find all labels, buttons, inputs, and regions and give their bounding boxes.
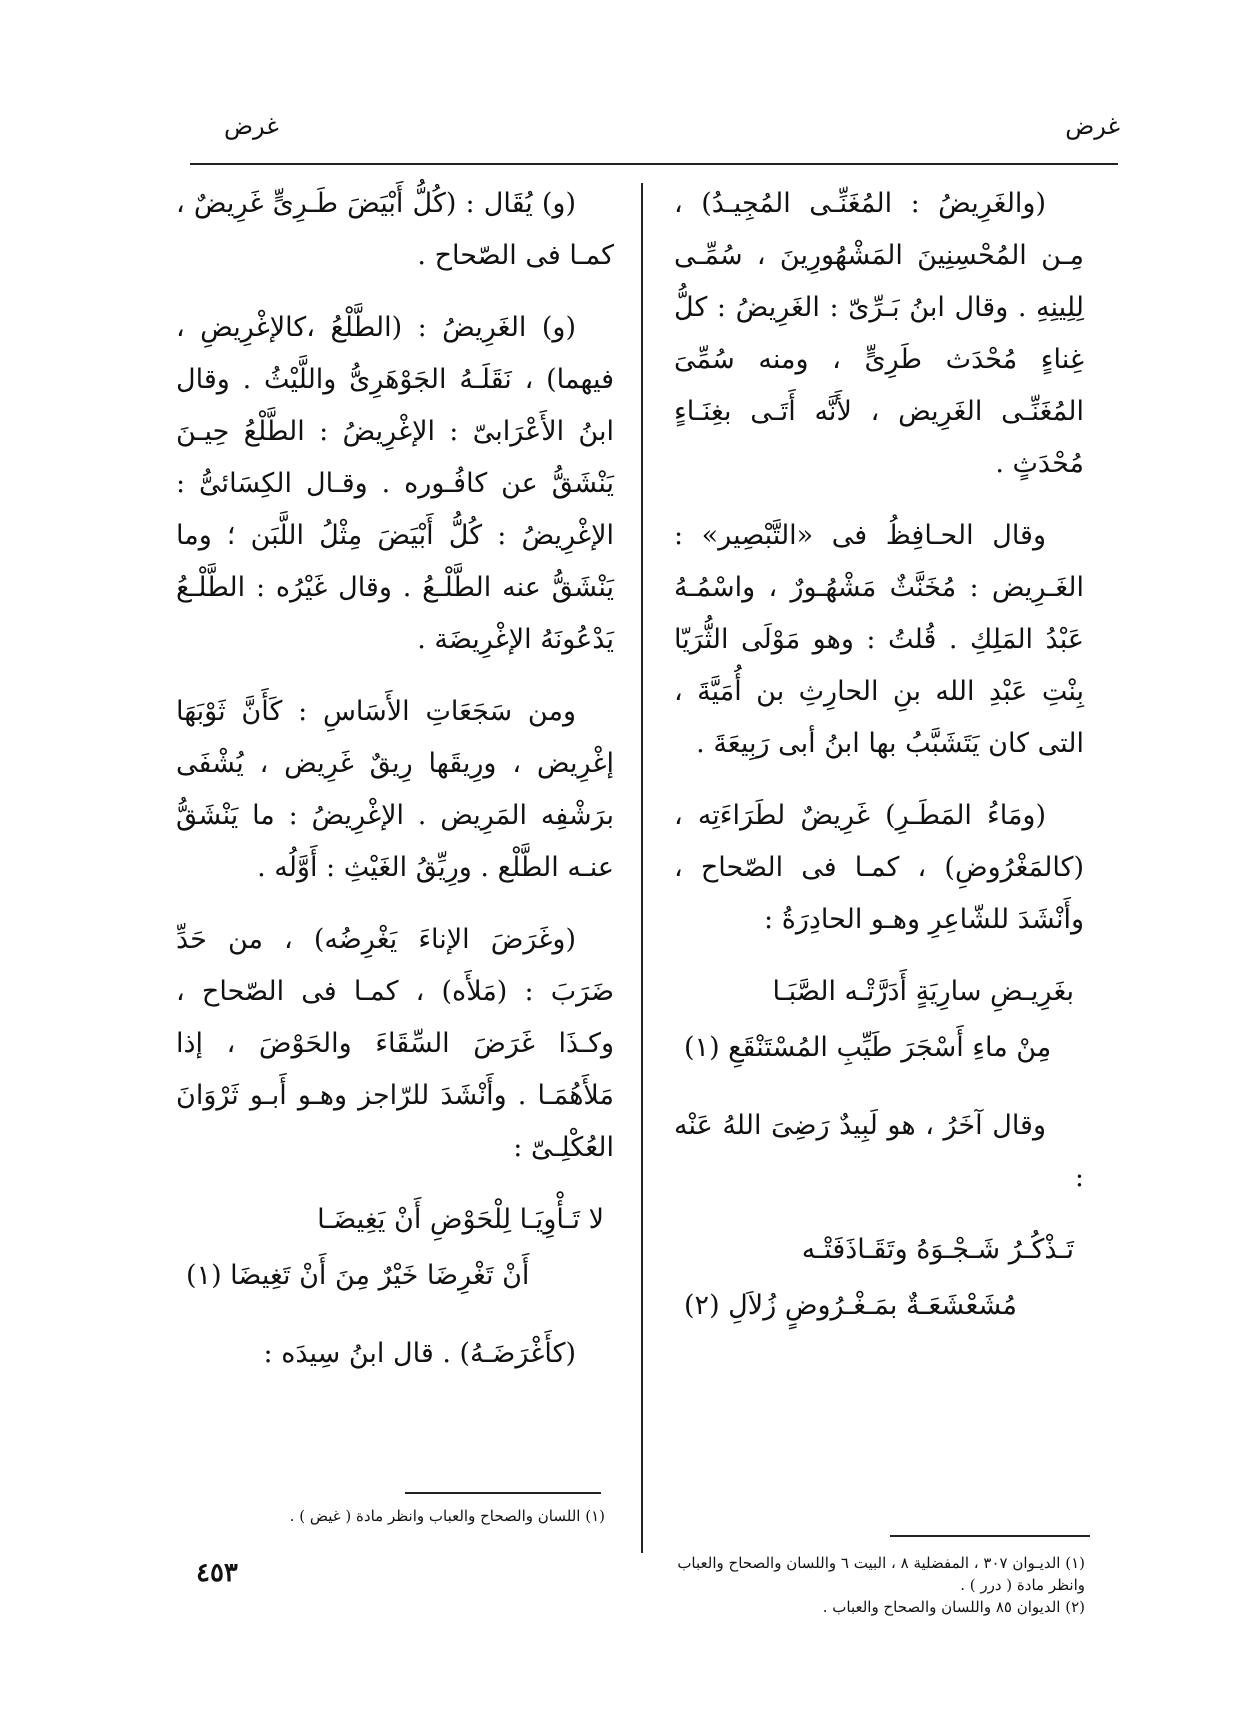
footnote-rule-right bbox=[890, 1535, 1090, 1537]
footnote: (١) اللسان والصحاح والعباب وانظر مادة ( غيض ) . bbox=[289, 1507, 605, 1525]
entry-paragraph: (كأَغْرَضَـهُ) . قال ابنُ سِيدَه : bbox=[263, 1338, 576, 1369]
entry-paragraph: (وغَرَضَ الإناءَ يَغْرِضُه) ، من حَدِّ ضَرَبَ : (مَلأَه) ، كمـا فى الصّحاح ، وكـذَا غَرَضَ السِّقَاءَ والحَوْضَ ، إذا مَلأَهُمَـا . وأَنْشَدَ للرّاجز وهـو أَبـو ثَرْوَانَ العُكْلِـىّ : bbox=[176, 924, 614, 1163]
footnote-rule-left bbox=[405, 1492, 601, 1494]
entry-paragraph: (والغَرِيضُ : المُغَنِّـى المُجِيـدُ) ، مِـن المُحْسِنِينَ المَشْهُورِينَ ، سُمِّـى لِلِينِهِ . وقال ابنُ بَـرِّىّ : الغَرِيضُ : كلُّ غِناءٍ مُحْدَث طَرِىٍّ ، ومنه سُمِّىَ المُغَنِّـى الغَرِيض ، لأَنَّه أَتَـى بغِنَـاءٍ مُحْدَثٍ . bbox=[674, 188, 1084, 479]
footnote: (٢) الديوان ٨٥ واللسان والصحاح والعباب . bbox=[822, 1598, 1085, 1616]
footnote: (١) الديـوان ٣٠٧ ، المفضلية ٨ ، البيت ٦ واللسان والصحاح والعباب وانظر مادة ( درر ) . bbox=[677, 1554, 1085, 1594]
page-number: ٤٥٣ bbox=[196, 1558, 238, 1588]
header-rule bbox=[190, 163, 1118, 165]
verse-line: لا تَـأْوِيَـا لِلْحَوْضِ أَنْ يَغِيضَـا bbox=[317, 1204, 604, 1235]
verse-line: مُشَعْشَعَـةٌ بمَـغْـرُوضٍ زُلاَلِ (٢) bbox=[684, 1290, 1018, 1321]
footnotes-left bbox=[205, 1505, 605, 1527]
running-head-right: غرض bbox=[1065, 112, 1120, 140]
verse-line: تَـذْكُـرُ شَـجْـوَهُ وتَقَـاذَفَتْـه bbox=[801, 1234, 1074, 1265]
verse-line: أَنْ تَغْرِضَا خَيْرٌ مِنَ أَنْ تَغِيضَا (١) bbox=[186, 1260, 530, 1291]
verse-line: مِنْ ماءِ أَسْجَرَ طَيِّبِ المُسْتَنْقَعِ (١) bbox=[684, 1032, 1052, 1063]
entry-paragraph: (و) الغَرِيضُ : (الطَّلْعُ ،كالإغْرِيضِ ، فيهما) ، نَقَلَـهُ الجَوْهَرِىُّ واللَّيْثُ . وقال ابنُ الأَعْرَابىّ : الإغْرِيضُ : الطَّلْعُ حِيـنَ يَنْشَقُّ عن كافُـوره . وقـال الكِسَائىُّ : الإغْرِيضُ : كُلُّ أَبْيَضَ مِثْلُ اللَّبَن ؛ وما يَنْشَقُّ عنه الطَّلْـعُ . وقال غَيْرُه : الطَّلْـعُ يَدْعُونَهُ الإغْرِيضَة . bbox=[176, 312, 614, 655]
left-column bbox=[176, 178, 614, 1400]
column-divider bbox=[641, 183, 643, 1553]
entry-paragraph: وقال الحـافِظُ فى «التَّبْصِير» : الغَـرِيض : مُخَنَّثٌ مَشْهُـورٌ ، واسْمُـهُ عَبْدُ المَلِكِ . قُلتُ : وهو مَوْلَى الثُّرَيّا بِنْتِ عَبْدِ الله بنِ الحارِثِ بن أُمَيَّةَ ، التى كان يَتَشَبَّبُ بها ابنُ أبى رَبِيعَةَ . bbox=[674, 520, 1084, 759]
verse-line: بغَرِيـضِ سارِيَةٍ أَدَرَّتْـه الصَّبَـا bbox=[772, 976, 1074, 1007]
running-head-left: غرض bbox=[224, 112, 279, 140]
entry-paragraph: ومن سَجَعَاتِ الأَسَاسِ : كَأَنَّ ثَوْبَهَا إغْرِيض ، ورِيقَها رِيقٌ غَرِيض ، يُشْفَى برَشْفِه المَرِيض . الإغْرِيضُ : ما يَنْشَقُّ عنـه الطَّلْع . ورِيِّقُ الغَيْثِ : أَوَّلُه . bbox=[176, 696, 614, 883]
entry-paragraph: (ومَاءُ المَطَـرِ) غَرِيضٌ لطَرَاءَتِه ، (كالمَغْرُوضِ) ، كمـا فى الصّحاح ، وأَنْشَدَ للشّاعِرِ وهـو الحادِرَةُ : bbox=[674, 800, 1084, 935]
entry-paragraph: وقال آخَرُ ، هو لَبِيدٌ رَضِىَ اللهُ عَنْه : bbox=[674, 1110, 1084, 1193]
right-column bbox=[674, 178, 1084, 1358]
footnotes-right bbox=[675, 1552, 1085, 1618]
entry-paragraph: (و) يُقَال : (كُلُّ أَبْيَضَ طَـرِىٍّ غَرِيضٌ ، كمـا فى الصّحاح . bbox=[176, 188, 614, 271]
